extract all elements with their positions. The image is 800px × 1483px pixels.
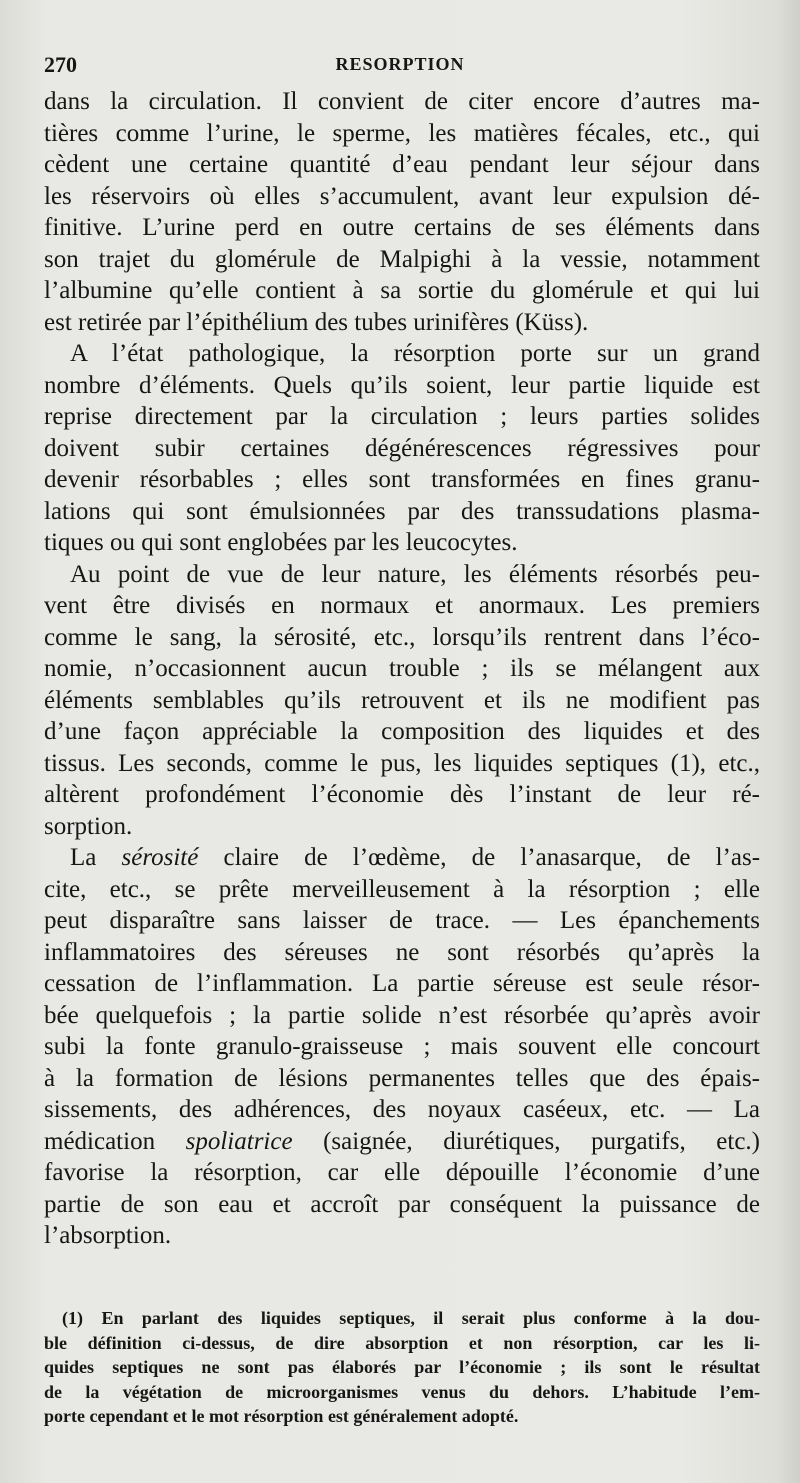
text-line: peut disparaître sans laisser de trace. — Les épanchements [44, 907, 760, 934]
text-line: les réservoirs où elles s’accumulent, avant leur expulsion dé- [44, 182, 760, 210]
text-line: est retirée par l’épithélium des tubes urinifères (Küss). [44, 308, 589, 336]
text-line: l’albumine qu’elle contient à sa sortie du glomérule et qui lui [44, 277, 760, 304]
text-line: tiques ou qui sont englobées par les leucocytes. [44, 529, 518, 556]
text-line: éléments semblables qu’ils retrouvent et ils ne modifient pas [44, 686, 760, 714]
medication-word: spoliatrice [185, 1127, 293, 1155]
text-line: cessation de l’inflammation. La partie séreuse est seule résor- [44, 970, 760, 997]
text-line: doivent subir certaines dégénérescences régressives pour [44, 434, 760, 462]
text-line-medication [44, 1126, 760, 1158]
text-line: l’absorption. [44, 1222, 172, 1249]
serosite-lead: La [70, 844, 97, 871]
footnote-line: quides septiques ne sont pas élaborés par l’économie ; ils sont le résultat [44, 1357, 760, 1377]
text-line: sissements, des adhérences, des noyaux caséeux, etc. — La [44, 1096, 760, 1123]
text-line: partie de son eau et accroît par conséquent la puissance de [44, 1190, 760, 1218]
text-line: comme le sang, la sérosité, etc., lorsqu’ils rentrent dans l’éco- [44, 623, 760, 651]
text-line: altèrent profondément l’économie dès l’instant de leur ré- [44, 781, 760, 808]
footnote-line: porte cependant et le mot résorption est généralement adopté. [44, 1406, 519, 1426]
text-line: cèdent une certaine quantité d’eau pendant leur séjour dans [44, 151, 760, 178]
footnote-line: ble définition ci-dessus, de dire absorption et non résorption, car les li- [44, 1332, 760, 1353]
text-line: dans la circulation. Il convient de citer encore d’autres ma- [44, 88, 760, 115]
medication-rest: (saignée, diurétiques, purgatifs, etc.) [323, 1127, 760, 1155]
text-line: devenir résorbables ; elles sont transformées en fines granu- [44, 466, 760, 493]
text-line: vent être divisés en normaux et anormaux. Les premiers [44, 592, 760, 619]
page-number: 270 [44, 52, 77, 77]
serosite-word: sérosité [121, 844, 199, 871]
text-line: à la formation de lésions permanentes telles que des épais- [44, 1064, 760, 1092]
text-line: son trajet du glomérule de Malpighi à la vessie, notamment [44, 245, 760, 273]
text-line: nombre d’éléments. Quels qu’ils soient, leur partie liquide est [44, 371, 760, 399]
footnote-line: (1) En parlant des liquides septiques, il serait plus conforme à la dou- [62, 1308, 760, 1328]
page-header [44, 50, 756, 82]
text-line: subi la fonte granulo-graisseuse ; mais souvent elle concourt [44, 1033, 760, 1060]
text-line-serosite [44, 842, 760, 874]
text-line: lations qui sont émulsionnées par des transsudations plasma- [44, 497, 760, 525]
text-line: bée quelquefois ; la partie solide n’est résorbée qu’après avoir [44, 1001, 760, 1029]
text-line: inflammatoires des séreuses ne sont résorbés qu’après la [44, 938, 760, 966]
text-line: nomie, n’occasionnent aucun trouble ; ils se mélangent aux [44, 655, 760, 682]
text-line: Au point de vue de leur nature, les éléments résorbés peu- [70, 560, 760, 588]
text-line: finitive. L’urine perd en outre certains de ses éléments dans [44, 214, 760, 241]
footnote-line: de la végétation de microorganismes venus du dehors. L’habitude l’em- [44, 1381, 760, 1402]
text-line: sorption. [44, 812, 133, 840]
text-line: d’une façon appréciable la composition des liquides et des [44, 718, 760, 745]
text-line: reprise directement par la circulation ; leurs parties solides [44, 403, 760, 430]
body-text [44, 86, 760, 1252]
footnote [44, 1306, 760, 1429]
text-line: A l’état pathologique, la résorption porte sur un grand [70, 340, 760, 367]
running-head: RESORPTION [335, 54, 465, 74]
text-line: tières comme l’urine, le sperme, les matières fécales, etc., qui [44, 119, 760, 147]
text-line: favorise la résorption, car elle dépouille l’économie d’une [44, 1159, 760, 1186]
serosite-rest: claire de l’œdème, de l’anasarque, de l’as- [223, 844, 761, 871]
text-line: cite, etc., se prête merveilleusement à la résorption ; elle [44, 875, 760, 903]
medication-lead: médication [44, 1127, 156, 1155]
text-line: tissus. Les seconds, comme le pus, les liquides septiques (1), etc., [44, 749, 760, 777]
